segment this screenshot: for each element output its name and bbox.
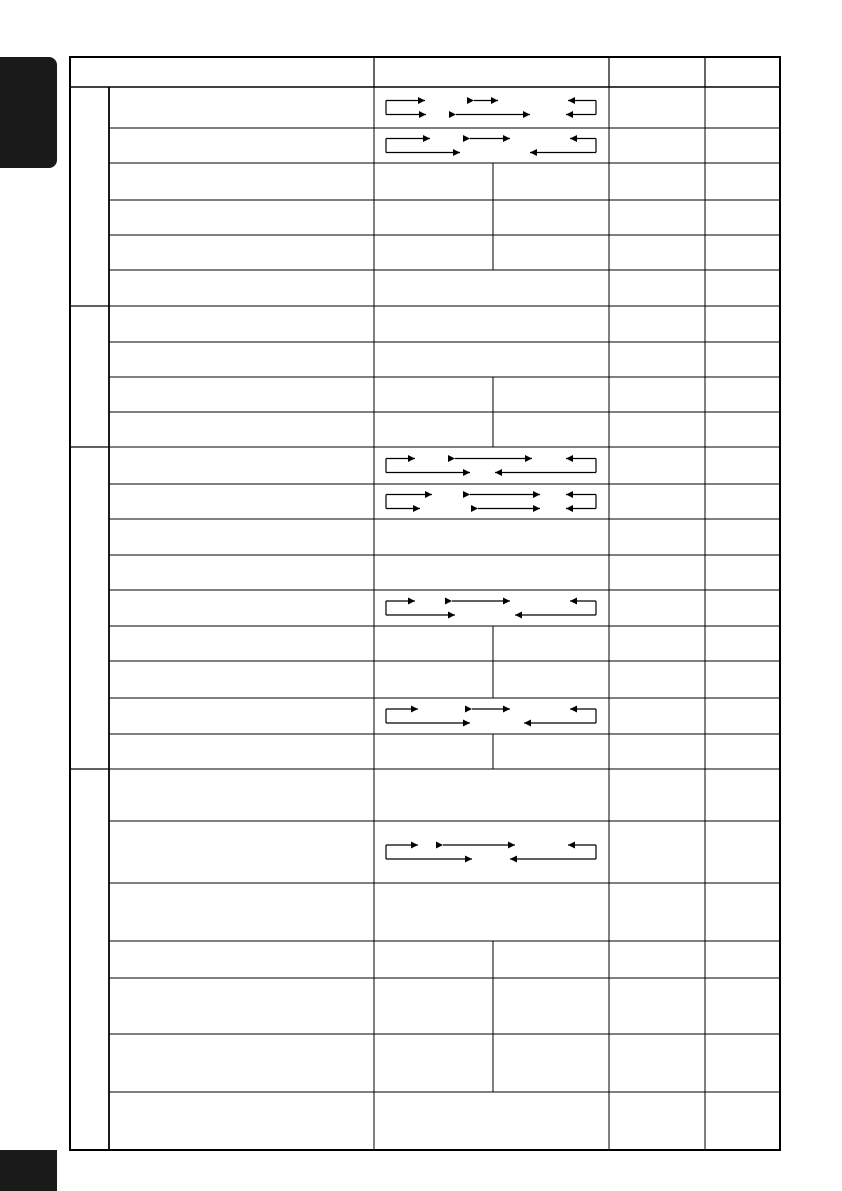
cycle-arrow-diagram (386, 101, 596, 115)
table-frame (70, 57, 780, 1150)
cycle-arrow-diagram (386, 459, 596, 473)
cycle-arrow-diagram (386, 139, 596, 153)
cycle-arrow-diagram (386, 845, 596, 859)
cycle-arrow-diagram (386, 709, 596, 723)
cycle-arrow-diagram (386, 601, 596, 615)
cycle-arrow-diagram (386, 495, 596, 509)
